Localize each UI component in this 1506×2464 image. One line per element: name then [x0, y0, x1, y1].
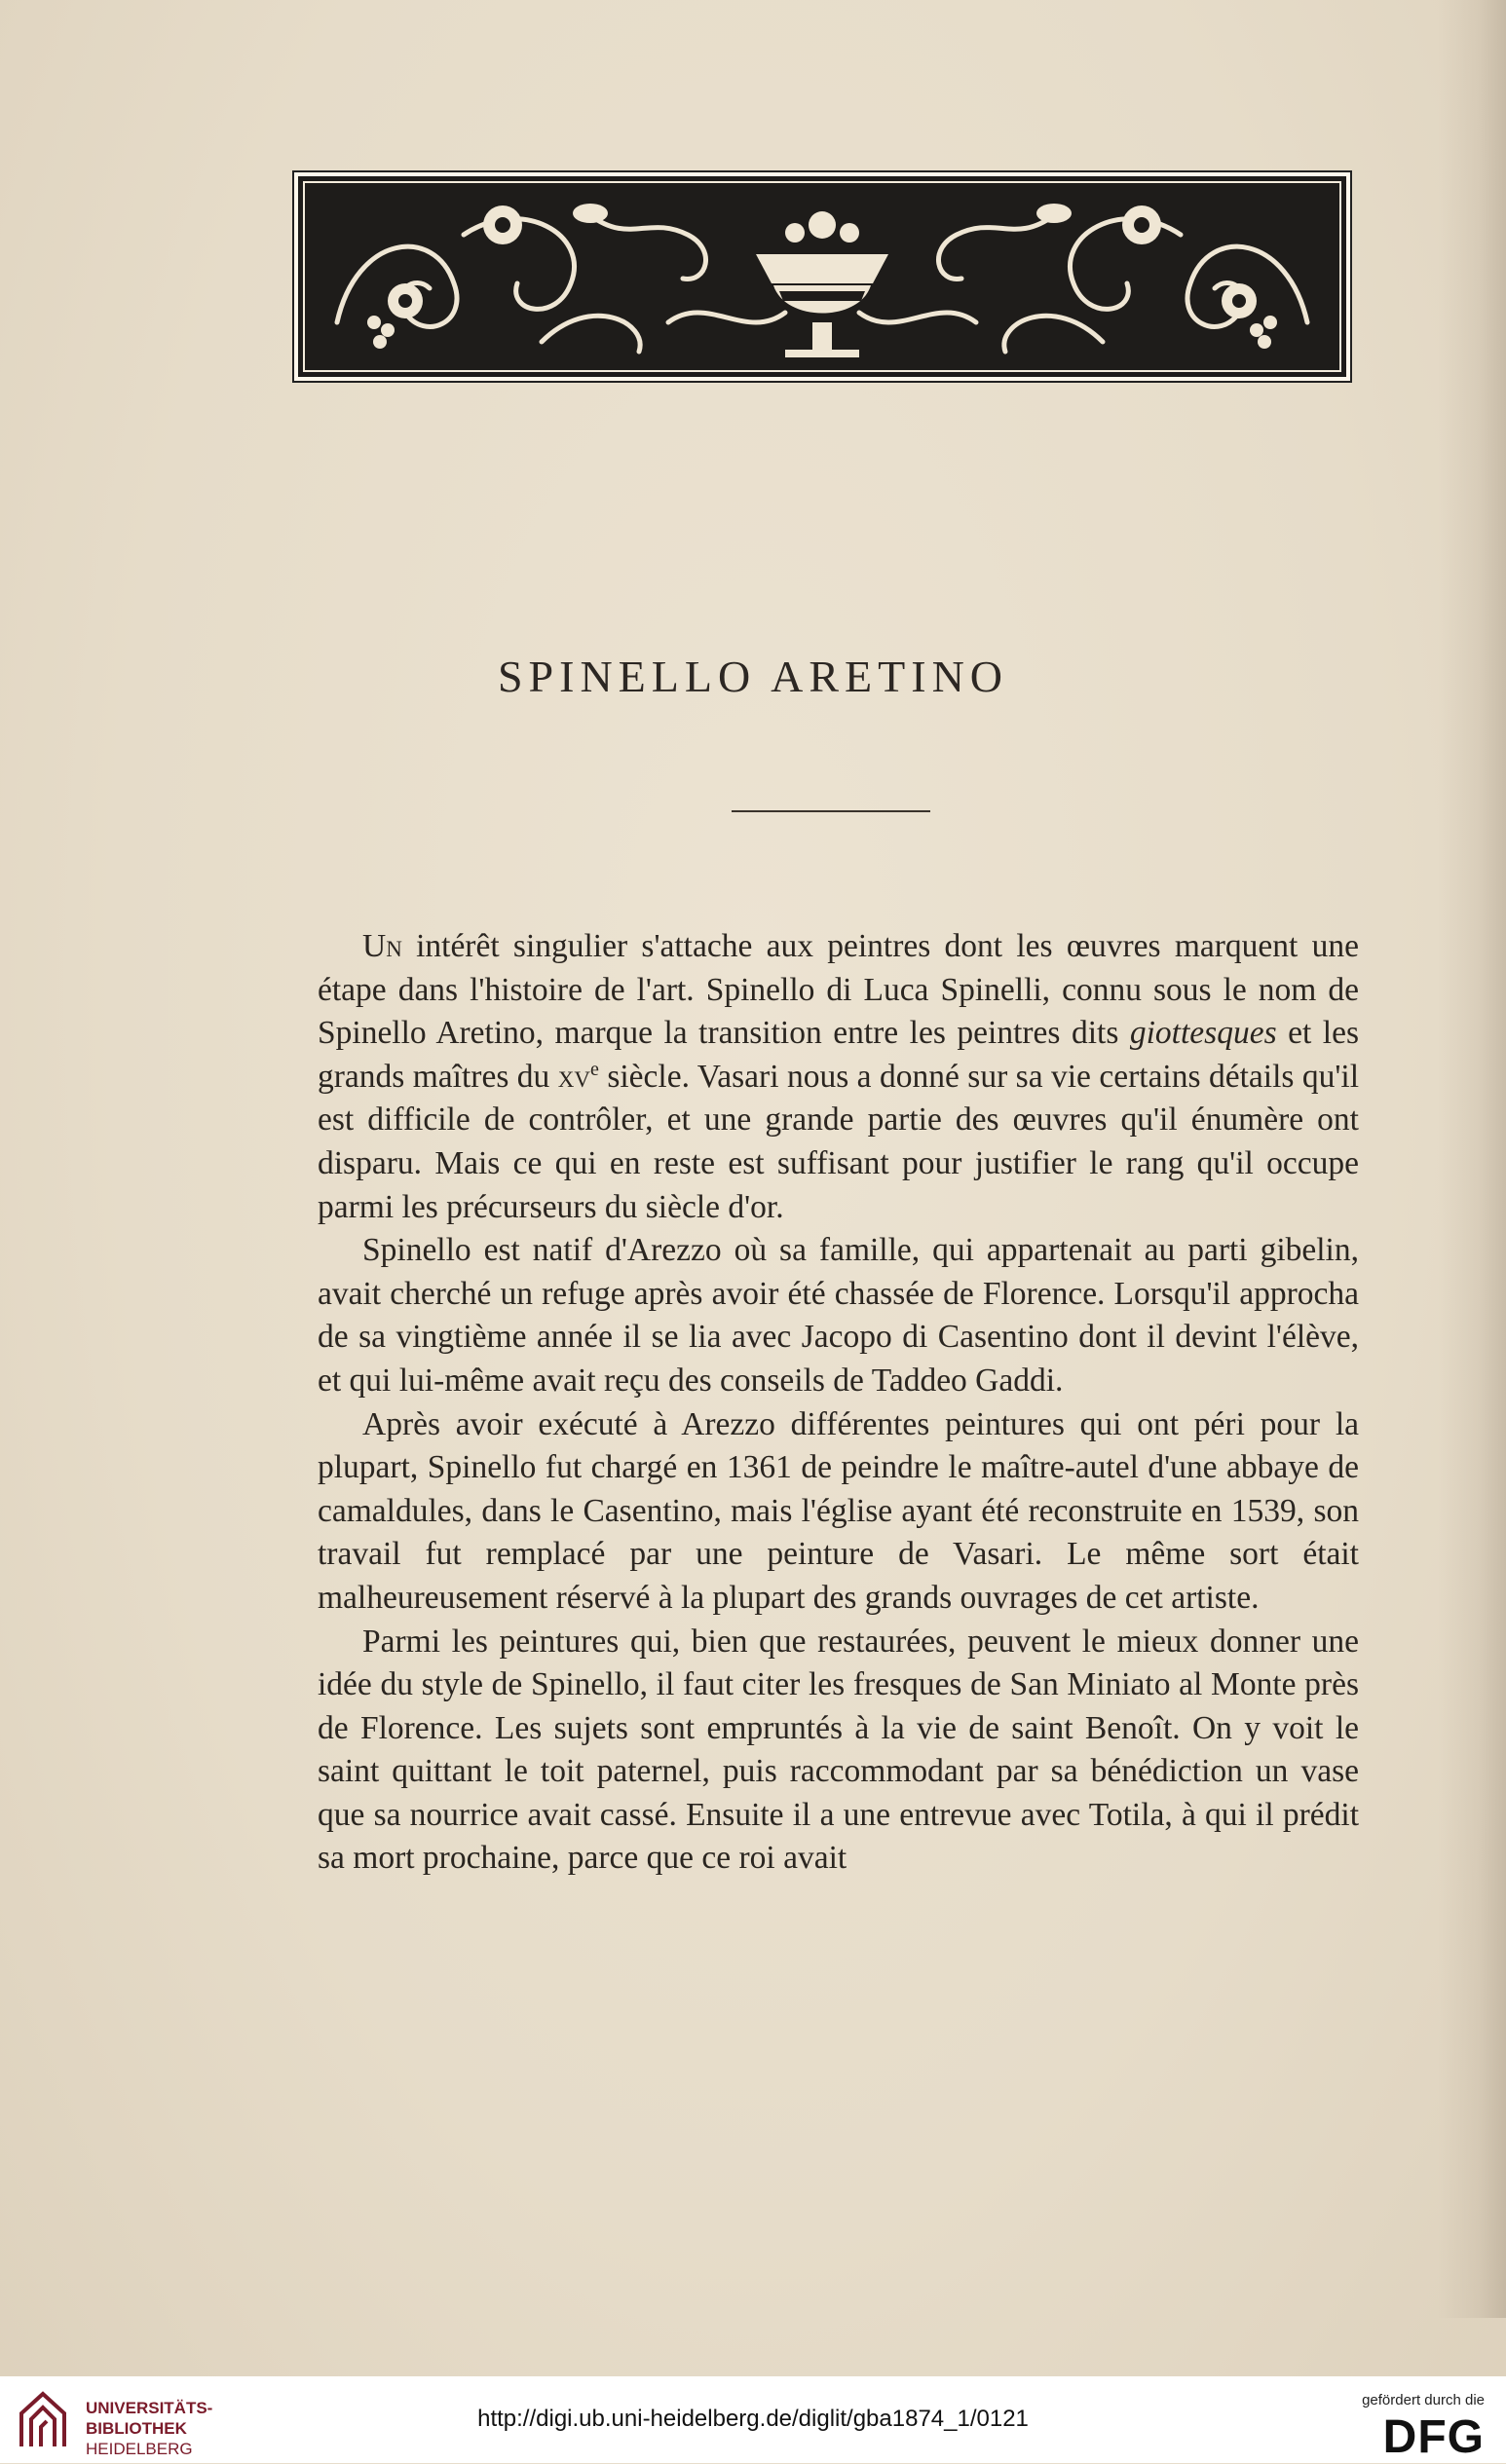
century-superscript: e [589, 1058, 599, 1080]
library-line-1: UNIVERSITÄTS- [86, 2399, 213, 2417]
dfg-logo: DFG [1382, 2411, 1485, 2463]
decorative-rinceau-band-icon [298, 176, 1346, 377]
title-divider [732, 810, 930, 812]
library-line-3: HEIDELBERG [86, 2440, 193, 2458]
paragraph-1 [318, 925, 1359, 1229]
paragraph-1-text-b: et les grands maîtres du [318, 1015, 1360, 1095]
italic-term: giottesques [1129, 1015, 1277, 1052]
paragraph-1-text-a: intérêt singulier s'attache aux peintres dont les œuvres marquent une étape dans l'histoire de l'art. Spinello di Luca Spinelli, connu sous le nom de Spinello Aretino, marque la transition entre les peintres dits [318, 928, 1359, 1052]
article-title: SPINELLO ARETINO [497, 652, 1009, 701]
library-line-2: BIBLIOTHEK [86, 2419, 187, 2438]
paragraph-2: Spinello est natif d'Arezzo où sa famille, qui appartenait au parti gibelin, avait cherché un refuge après avoir été chassée de Florence. Lorsqu'il approcha de sa vingtième année il se lia avec Jacopo di Casentino dont il devint l'élève, et qui lui-même avait reçu des conseils de Taddeo Gaddi. [318, 1232, 1359, 1399]
century-numeral: xv [557, 1058, 590, 1095]
page-edge-shadow [1438, 0, 1506, 2318]
sponsor-caption: gefördert durch die [1362, 2392, 1485, 2408]
article-body [318, 925, 1359, 1881]
paragraph-4: Parmi les peintures qui, bien que restaurées, peuvent le mieux donner une idée du style de Spinello, il faut citer les fresques de San Miniato al Monte près de Florence. Les sujets sont empruntés à la vie de saint Benoît. On y voit le saint quittant le toit paternel, puis raccommodant par sa bénédiction un vase que sa nourrice avait cassé. Ensuite il a une entrevue avec Totila, à qui il prédit sa mort prochaine, parce que ce roi avait [318, 1623, 1359, 1877]
paragraph-3: Après avoir exécuté à Arezzo différentes peintures qui ont péri pour la plupart, Spinello fut chargé en 1361 de peindre le maître-autel d'une abbaye de camaldules, dans le Casentino, mais l'église ayant été reconstruite en 1539, son travail fut remplacé par une peinture de Vasari. Le même sort était malheureusement réservé à la plupart des grands ouvrages de cet artiste. [318, 1405, 1359, 1616]
header-ornament [292, 170, 1352, 383]
drop-lead: Un [362, 928, 402, 964]
source-url-link[interactable]: http://digi.ub.uni-heidelberg.de/diglit/gba1874_1/0121 [477, 2406, 1029, 2432]
paragraph-1-text-c: siècle. Vasari nous a donné sur sa vie certains détails qu'il est difficile de contrôler, et une grande partie des œuvres qu'il énumère ont disparu. Mais ce qui en reste est suffisant pour justifier le rang qu'il occupe parmi les précurseurs du siècle d'or. [318, 1058, 1359, 1225]
